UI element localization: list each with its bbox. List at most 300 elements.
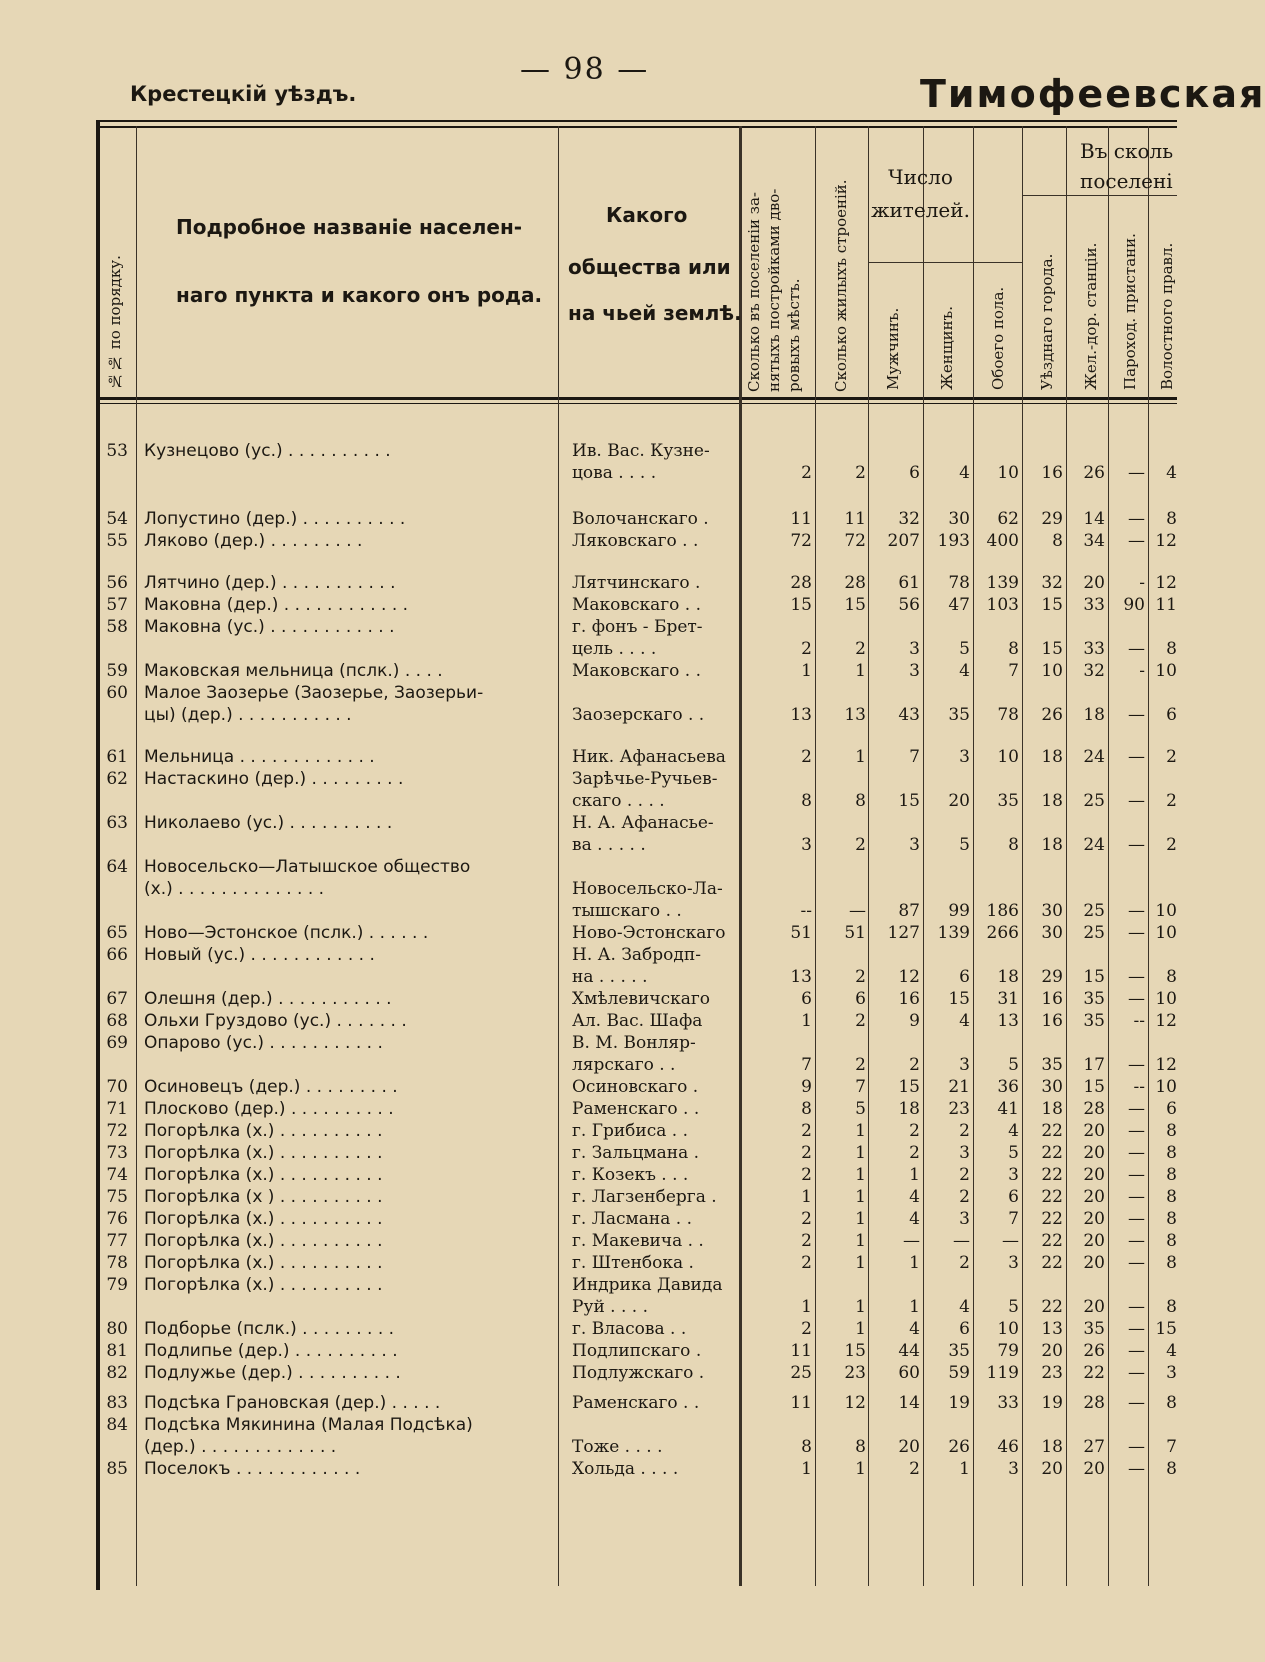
cell-dist-town: 30 xyxy=(1041,901,1063,921)
row-number: 68 xyxy=(106,1011,128,1031)
cell-buildings: 1 xyxy=(855,661,866,681)
settlement-name: цы) (дер.) . . . . . . . . . . . xyxy=(144,705,352,725)
table-row xyxy=(100,462,1177,484)
cell-dist-town: 22 xyxy=(1041,1209,1063,1229)
cell-men: 2 xyxy=(909,1121,920,1141)
cell-men: 1 xyxy=(909,1165,920,1185)
cell-women: 3 xyxy=(959,747,970,767)
cell-dist-volost: 10 xyxy=(1155,1077,1177,1097)
table-row xyxy=(100,616,1177,638)
cell-buildings: 1 xyxy=(855,1297,866,1317)
cell-women: 6 xyxy=(959,1319,970,1339)
header-residents-line1: Число xyxy=(888,165,953,189)
settlement-name: Настаскино (дер.) . . . . . . . . . xyxy=(144,769,404,789)
society-name: Н. А. Афанасье- xyxy=(572,813,714,833)
row-number: 73 xyxy=(106,1143,128,1163)
cell-dist-rail: 26 xyxy=(1083,1341,1105,1361)
cell-dist-town: 8 xyxy=(1052,531,1063,551)
settlement-name: Новый (ус.) . . . . . . . . . . . . xyxy=(144,945,375,965)
society-name: Заозерскаго . . xyxy=(572,705,705,725)
cell-dist-rail: 24 xyxy=(1083,747,1105,767)
cell-dist-pier: — xyxy=(1128,705,1145,725)
settlement-name: Ново—Эстонское (пслк.) . . . . . . xyxy=(144,923,429,943)
cell-dist-rail: 35 xyxy=(1083,1319,1105,1339)
cell-dist-volost: 8 xyxy=(1166,509,1177,529)
cell-dist-pier: — xyxy=(1128,1459,1145,1479)
society-name: г. Зальцмана . xyxy=(572,1143,700,1163)
cell-both: 62 xyxy=(997,509,1019,529)
table-row xyxy=(100,922,1177,944)
cell-both: 119 xyxy=(986,1363,1019,1383)
cell-dist-rail: 15 xyxy=(1083,1077,1105,1097)
header-yards-line1: Сколько въ поселеніи за- xyxy=(745,192,763,392)
cell-dist-volost: 10 xyxy=(1155,901,1177,921)
cell-buildings: 1 xyxy=(855,1187,866,1207)
settlement-name: (х.) . . . . . . . . . . . . . . xyxy=(144,879,325,899)
cell-both: 10 xyxy=(997,1319,1019,1339)
table-row xyxy=(100,944,1177,966)
cell-dist-rail: 18 xyxy=(1083,705,1105,725)
header-pier: Пароход. пристани. xyxy=(1121,233,1139,390)
volost-title: Тимофеевская xyxy=(920,72,1265,116)
cell-dist-rail: 15 xyxy=(1083,967,1105,987)
society-name: Хольда . . . . xyxy=(572,1459,679,1479)
society-name: Подлужскаго . xyxy=(572,1363,705,1383)
cell-dist-volost: 10 xyxy=(1155,923,1177,943)
table-top-rule xyxy=(96,120,1177,122)
cell-both: 46 xyxy=(997,1437,1019,1457)
table-top-rule-inner xyxy=(96,126,1177,128)
cell-buildings: 72 xyxy=(844,531,866,551)
cell-women: 6 xyxy=(959,967,970,987)
table-row xyxy=(100,660,1177,682)
cell-men: 87 xyxy=(898,901,920,921)
society-name: скаго . . . . xyxy=(572,791,665,811)
cell-dist-rail: 26 xyxy=(1083,463,1105,483)
cell-dist-town: 18 xyxy=(1041,747,1063,767)
cell-women: — xyxy=(953,1231,970,1251)
society-name: Ново-Эстонскаго xyxy=(572,923,726,943)
society-name: г. Макевича . . xyxy=(572,1231,704,1251)
cell-dist-town: 29 xyxy=(1041,967,1063,987)
settlement-name: Маковна (дер.) . . . . . . . . . . . . xyxy=(144,595,409,615)
settlement-name: Погорѣлка (х.) . . . . . . . . . . xyxy=(144,1143,383,1163)
cell-buildings: 1 xyxy=(855,1319,866,1339)
settlement-name: Погорѣлка (х.) . . . . . . . . . . xyxy=(144,1275,383,1295)
society-name: Ляковскаго . . xyxy=(572,531,699,551)
cell-buildings: 6 xyxy=(855,989,866,1009)
cell-men: 4 xyxy=(909,1209,920,1229)
table-row xyxy=(100,1076,1177,1098)
row-number: 67 xyxy=(106,989,128,1009)
cell-women: 4 xyxy=(959,1297,970,1317)
cell-dist-volost: 8 xyxy=(1166,639,1177,659)
cell-men: 43 xyxy=(898,705,920,725)
cell-dist-rail: 17 xyxy=(1083,1055,1105,1075)
row-number: 81 xyxy=(106,1341,128,1361)
cell-women: 2 xyxy=(959,1165,970,1185)
table-row xyxy=(100,594,1177,616)
cell-men: 56 xyxy=(898,595,920,615)
cell-buildings: 1 xyxy=(855,1253,866,1273)
cell-dist-town: 29 xyxy=(1041,509,1063,529)
cell-yards: 2 xyxy=(801,1121,812,1141)
cell-dist-town: 22 xyxy=(1041,1253,1063,1273)
cell-men: 20 xyxy=(898,1437,920,1457)
society-name: г. Лагзенберга . xyxy=(572,1187,717,1207)
cell-dist-town: 30 xyxy=(1041,1077,1063,1097)
cell-men: 16 xyxy=(898,989,920,1009)
cell-yards: 9 xyxy=(801,1077,812,1097)
society-name: г. Ласмана . . xyxy=(572,1209,692,1229)
cell-yards: 13 xyxy=(790,705,812,725)
cell-both: 41 xyxy=(997,1099,1019,1119)
cell-both: 5 xyxy=(1008,1143,1019,1163)
cell-both: 35 xyxy=(997,791,1019,811)
society-name: Лятчинскаго . xyxy=(572,573,701,593)
cell-dist-town: 20 xyxy=(1041,1341,1063,1361)
table-row xyxy=(100,1392,1177,1414)
cell-dist-volost: 2 xyxy=(1166,835,1177,855)
cell-dist-volost: 8 xyxy=(1166,1459,1177,1479)
cell-buildings: 23 xyxy=(844,1363,866,1383)
cell-dist-town: 22 xyxy=(1041,1231,1063,1251)
table-row xyxy=(100,1436,1177,1458)
table-row xyxy=(100,1142,1177,1164)
settlement-name: Опарово (ус.) . . . . . . . . . . . xyxy=(144,1033,383,1053)
cell-buildings: — xyxy=(849,901,866,921)
cell-dist-rail: 25 xyxy=(1083,901,1105,921)
cell-women: 3 xyxy=(959,1055,970,1075)
cell-dist-pier: - xyxy=(1139,661,1145,681)
cell-yards: 2 xyxy=(801,639,812,659)
cell-both: 10 xyxy=(997,747,1019,767)
cell-dist-pier: — xyxy=(1128,1393,1145,1413)
page-number: — 98 — xyxy=(520,52,650,87)
cell-both: 7 xyxy=(1008,661,1019,681)
settlement-name: Маковна (ус.) . . . . . . . . . . . . xyxy=(144,617,395,637)
settlement-name: Плосково (дер.) . . . . . . . . . . xyxy=(144,1099,394,1119)
table-row xyxy=(100,1296,1177,1318)
cell-dist-volost: 8 xyxy=(1166,967,1177,987)
cell-buildings: 2 xyxy=(855,639,866,659)
table-row xyxy=(100,530,1177,552)
cell-men: 4 xyxy=(909,1319,920,1339)
header-number: №№ по порядку. xyxy=(106,255,124,390)
row-number: 63 xyxy=(106,813,128,833)
cell-dist-rail: 20 xyxy=(1083,1297,1105,1317)
cell-dist-pier: — xyxy=(1128,1253,1145,1273)
cell-dist-volost: 10 xyxy=(1155,989,1177,1009)
society-name: г. Грибиса . . xyxy=(572,1121,689,1141)
cell-men: 61 xyxy=(898,573,920,593)
cell-dist-pier: — xyxy=(1128,1363,1145,1383)
row-number: 57 xyxy=(106,595,128,615)
cell-yards: 8 xyxy=(801,791,812,811)
cell-yards: 2 xyxy=(801,1143,812,1163)
header-residents-line2: жителей. xyxy=(871,198,970,222)
settlement-name: Новосельско—Латышское общество xyxy=(144,857,471,877)
cell-women: 19 xyxy=(948,1393,970,1413)
cell-women: 1 xyxy=(959,1459,970,1479)
cell-buildings: 1 xyxy=(855,747,866,767)
cell-women: 21 xyxy=(948,1077,970,1097)
cell-dist-town: 32 xyxy=(1041,573,1063,593)
cell-women: 15 xyxy=(948,989,970,1009)
table-row xyxy=(100,1054,1177,1076)
cell-dist-pier: — xyxy=(1128,1297,1145,1317)
cell-dist-town: 18 xyxy=(1041,1437,1063,1457)
cell-dist-pier: -- xyxy=(1133,1077,1145,1097)
settlement-name: Кузнецово (ус.) . . . . . . . . . . xyxy=(144,441,391,461)
cell-dist-volost: 8 xyxy=(1166,1231,1177,1251)
cell-both: 10 xyxy=(997,463,1019,483)
header-both: Обоего пола. xyxy=(989,286,1007,390)
cell-dist-volost: 8 xyxy=(1166,1143,1177,1163)
cell-dist-volost: 8 xyxy=(1166,1253,1177,1273)
header-volost-board: Волостного правл. xyxy=(1158,242,1176,390)
cell-yards: 7 xyxy=(801,1055,812,1075)
row-number: 66 xyxy=(106,945,128,965)
table-row xyxy=(100,1010,1177,1032)
cell-both: 103 xyxy=(986,595,1019,615)
society-name: Ив. Вас. Кузне- xyxy=(572,441,710,461)
row-number: 79 xyxy=(106,1275,128,1295)
header-yards-line3: ровыхъ мѣстъ. xyxy=(785,278,803,392)
cell-men: 14 xyxy=(898,1393,920,1413)
cell-yards: 51 xyxy=(790,923,812,943)
cell-women: 35 xyxy=(948,1341,970,1361)
cell-buildings: 2 xyxy=(855,463,866,483)
header-yards-line2: нятыхъ постройками дво- xyxy=(765,188,783,392)
settlement-name: Ольхи Груздово (ус.) . . . . . . . xyxy=(144,1011,407,1031)
cell-dist-town: 20 xyxy=(1041,1459,1063,1479)
header-bottom-rule-thin xyxy=(96,403,1177,404)
cell-buildings: 8 xyxy=(855,791,866,811)
cell-buildings: 2 xyxy=(855,1011,866,1031)
cell-buildings: 1 xyxy=(855,1165,866,1185)
cell-dist-rail: 35 xyxy=(1083,1011,1105,1031)
cell-dist-town: 16 xyxy=(1041,463,1063,483)
cell-yards: 8 xyxy=(801,1099,812,1119)
cell-both: 6 xyxy=(1008,1187,1019,1207)
cell-dist-town: 19 xyxy=(1041,1393,1063,1413)
settlement-name: Ляково (дер.) . . . . . . . . . xyxy=(144,531,363,551)
settlement-name: (дер.) . . . . . . . . . . . . . xyxy=(144,1437,337,1457)
cell-dist-town: 22 xyxy=(1041,1187,1063,1207)
cell-dist-pier: — xyxy=(1128,463,1145,483)
society-name: цель . . . . xyxy=(572,639,657,659)
table-row xyxy=(100,1252,1177,1274)
cell-women: 5 xyxy=(959,835,970,855)
settlement-name: Подлипье (дер.) . . . . . . . . . . xyxy=(144,1341,398,1361)
cell-dist-rail: 25 xyxy=(1083,791,1105,811)
cell-dist-pier: — xyxy=(1128,1187,1145,1207)
table-row xyxy=(100,1098,1177,1120)
row-number: 82 xyxy=(106,1363,128,1383)
cell-yards: 11 xyxy=(790,1341,812,1361)
society-name: Руй . . . . xyxy=(572,1297,649,1317)
society-name: Индрика Давида xyxy=(572,1275,723,1295)
cell-both: 3 xyxy=(1008,1253,1019,1273)
cell-women: 78 xyxy=(948,573,970,593)
cell-women: 23 xyxy=(948,1099,970,1119)
header-rail: Жел.-дор. станціи. xyxy=(1082,242,1100,390)
cell-both: 4 xyxy=(1008,1121,1019,1141)
cell-men: 3 xyxy=(909,639,920,659)
cell-dist-pier: — xyxy=(1128,967,1145,987)
table-row xyxy=(100,878,1177,900)
cell-dist-town: 15 xyxy=(1041,639,1063,659)
cell-women: 47 xyxy=(948,595,970,615)
cell-buildings: 1 xyxy=(855,1143,866,1163)
table-row xyxy=(100,812,1177,834)
table-row xyxy=(100,1458,1177,1480)
society-name: Волочанскаго . xyxy=(572,509,709,529)
cell-dist-rail: 20 xyxy=(1083,1209,1105,1229)
row-number: 58 xyxy=(106,617,128,637)
cell-dist-volost: 6 xyxy=(1166,705,1177,725)
cell-dist-rail: 24 xyxy=(1083,835,1105,855)
cell-dist-pier: -- xyxy=(1133,1011,1145,1031)
cell-dist-town: 16 xyxy=(1041,989,1063,1009)
cell-dist-volost: 4 xyxy=(1166,1341,1177,1361)
cell-both: 18 xyxy=(997,967,1019,987)
society-name: В. М. Вонляр- xyxy=(572,1033,696,1053)
cell-women: 2 xyxy=(959,1187,970,1207)
society-name: г. фонъ - Брет- xyxy=(572,617,703,637)
cell-men: 1 xyxy=(909,1297,920,1317)
cell-dist-town: 22 xyxy=(1041,1143,1063,1163)
cell-dist-rail: 28 xyxy=(1083,1099,1105,1119)
cell-men: 127 xyxy=(887,923,920,943)
cell-dist-rail: 20 xyxy=(1083,1165,1105,1185)
cell-yards: 3 xyxy=(801,835,812,855)
cell-men: 6 xyxy=(909,463,920,483)
settlement-name: Погорѣлка (х.) . . . . . . . . . . xyxy=(144,1121,383,1141)
table-row xyxy=(100,1318,1177,1340)
cell-dist-pier: — xyxy=(1128,791,1145,811)
cell-dist-volost: 11 xyxy=(1155,595,1177,615)
row-number: 74 xyxy=(106,1165,128,1185)
row-number: 78 xyxy=(106,1253,128,1273)
cell-both: 78 xyxy=(997,705,1019,725)
cell-dist-volost: 3 xyxy=(1166,1363,1177,1383)
cell-buildings: 2 xyxy=(855,835,866,855)
settlement-name: Погорѣлка (х.) . . . . . . . . . . xyxy=(144,1231,383,1251)
cell-buildings: 2 xyxy=(855,1055,866,1075)
society-name: Тоже . . . . xyxy=(572,1437,663,1457)
cell-both: 5 xyxy=(1008,1055,1019,1075)
settlement-name: Олешня (дер.) . . . . . . . . . . . xyxy=(144,989,392,1009)
settlement-name: Подсѣка Грановская (дер.) . . . . . xyxy=(144,1393,441,1413)
cell-dist-volost: 12 xyxy=(1155,531,1177,551)
cell-dist-rail: 32 xyxy=(1083,661,1105,681)
header-bottom-rule xyxy=(96,397,1177,400)
table-row xyxy=(100,1032,1177,1054)
cell-men: 9 xyxy=(909,1011,920,1031)
cell-dist-town: 16 xyxy=(1041,1011,1063,1031)
cell-dist-rail: 20 xyxy=(1083,1143,1105,1163)
cell-women: 2 xyxy=(959,1121,970,1141)
cell-dist-volost: 2 xyxy=(1166,747,1177,767)
cell-women: 20 xyxy=(948,791,970,811)
cell-dist-pier: — xyxy=(1128,1143,1145,1163)
cell-dist-rail: 34 xyxy=(1083,531,1105,551)
cell-both: 8 xyxy=(1008,835,1019,855)
cell-yards: 2 xyxy=(801,463,812,483)
cell-dist-volost: 8 xyxy=(1166,1165,1177,1185)
cell-dist-volost: 2 xyxy=(1166,791,1177,811)
header-distance-line2: поселені xyxy=(1080,169,1173,193)
settlement-name: Осиновецъ (дер.) . . . . . . . . . xyxy=(144,1077,398,1097)
cell-both: 79 xyxy=(997,1341,1019,1361)
cell-yards: 1 xyxy=(801,661,812,681)
cell-dist-rail: 25 xyxy=(1083,923,1105,943)
cell-yards: 2 xyxy=(801,747,812,767)
cell-dist-pier: — xyxy=(1128,747,1145,767)
row-number: 56 xyxy=(106,573,128,593)
row-number: 70 xyxy=(106,1077,128,1097)
cell-women: 26 xyxy=(948,1437,970,1457)
cell-women: 4 xyxy=(959,463,970,483)
cell-dist-pier: — xyxy=(1128,1209,1145,1229)
cell-dist-pier: — xyxy=(1128,531,1145,551)
settlement-name: Лятчино (дер.) . . . . . . . . . . . xyxy=(144,573,396,593)
row-number: 55 xyxy=(106,531,128,551)
cell-yards: 13 xyxy=(790,967,812,987)
row-number: 75 xyxy=(106,1187,128,1207)
cell-yards: 11 xyxy=(790,1393,812,1413)
cell-dist-rail: 35 xyxy=(1083,989,1105,1009)
cell-women: 193 xyxy=(937,531,970,551)
society-name: Раменскаго . . xyxy=(572,1393,700,1413)
cell-dist-volost: 6 xyxy=(1166,1099,1177,1119)
cell-women: 4 xyxy=(959,661,970,681)
society-name: Зарѣчье-Ручьев- xyxy=(572,769,718,789)
cell-women: 35 xyxy=(948,705,970,725)
cell-dist-rail: 20 xyxy=(1083,1253,1105,1273)
society-name: г. Власова . . xyxy=(572,1319,687,1339)
settlement-name: Погорѣлка (х.) . . . . . . . . . . xyxy=(144,1253,383,1273)
cell-dist-volost: 4 xyxy=(1166,463,1177,483)
cell-both: 400 xyxy=(986,531,1019,551)
header-distance-line1: Въ сколь xyxy=(1080,139,1174,163)
society-name: Подлипскаго . xyxy=(572,1341,702,1361)
society-name: ва . . . . . xyxy=(572,835,646,855)
cell-women: 4 xyxy=(959,1011,970,1031)
cell-both: 266 xyxy=(986,923,1019,943)
row-number: 77 xyxy=(106,1231,128,1251)
cell-dist-rail: 20 xyxy=(1083,1187,1105,1207)
cell-buildings: 28 xyxy=(844,573,866,593)
cell-dist-rail: 20 xyxy=(1083,573,1105,593)
cell-dist-pier: — xyxy=(1128,835,1145,855)
cell-yards: -- xyxy=(800,901,812,921)
cell-dist-town: 18 xyxy=(1041,791,1063,811)
cell-dist-pier: — xyxy=(1128,1319,1145,1339)
society-name: г. Штенбока . xyxy=(572,1253,694,1273)
cell-dist-town: 26 xyxy=(1041,705,1063,725)
settlement-name: Маковская мельница (пслк.) . . . . xyxy=(144,661,443,681)
cell-dist-town: 13 xyxy=(1041,1319,1063,1339)
cell-dist-volost: 12 xyxy=(1155,573,1177,593)
cell-dist-volost: 8 xyxy=(1166,1121,1177,1141)
table-row xyxy=(100,768,1177,790)
cell-dist-rail: 20 xyxy=(1083,1459,1105,1479)
table-row xyxy=(100,988,1177,1010)
cell-yards: 2 xyxy=(801,1165,812,1185)
